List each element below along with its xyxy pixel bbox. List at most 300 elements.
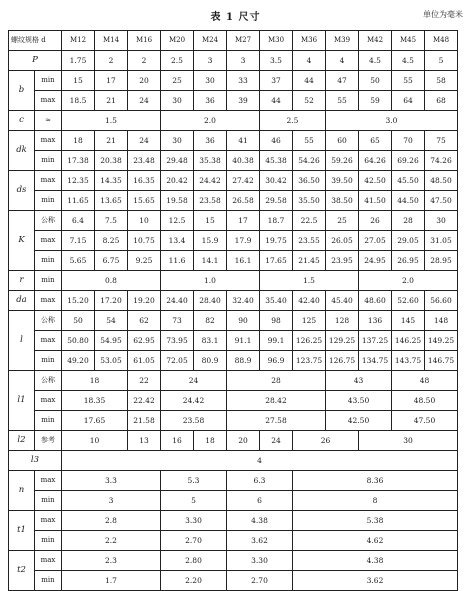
table-row xyxy=(9,431,458,451)
table-cell: 2.20 xyxy=(161,571,227,591)
value-kind: 参考 xyxy=(35,431,62,451)
table-cell: 3.5 xyxy=(260,51,293,71)
table-cell: 45.50 xyxy=(392,171,425,191)
table-cell: 72.05 xyxy=(161,351,194,371)
table-cell: 3.62 xyxy=(227,531,293,551)
table-cell: 33 xyxy=(227,71,260,91)
table-cell: 45.40 xyxy=(326,291,359,311)
table-cell: 22.42 xyxy=(128,391,161,411)
table-cell: 12.5 xyxy=(161,211,194,231)
table-cell: 23.58 xyxy=(161,411,227,431)
table-cell: 48.50 xyxy=(425,171,458,191)
value-kind: 公称 xyxy=(35,371,62,391)
table-cell: 126.25 xyxy=(293,331,326,351)
table-cell: 16.1 xyxy=(227,251,260,271)
table-cell: 5.38 xyxy=(293,511,458,531)
table-cell: 6.75 xyxy=(95,251,128,271)
table-row xyxy=(9,91,458,111)
table-cell: 128 xyxy=(326,311,359,331)
table-cell: 27.58 xyxy=(227,411,326,431)
table-cell: 6.3 xyxy=(227,471,293,491)
table-cell: 59.26 xyxy=(326,151,359,171)
table-cell: 12.35 xyxy=(62,171,95,191)
table-cell: 18 xyxy=(62,371,128,391)
table-cell: 134.75 xyxy=(359,351,392,371)
table-row xyxy=(9,291,458,311)
thread-spec-label: 螺纹规格 d xyxy=(9,31,62,51)
table-cell: 17.20 xyxy=(95,291,128,311)
table-cell: 7.15 xyxy=(62,231,95,251)
table-cell: 46 xyxy=(260,131,293,151)
table-cell: 13.65 xyxy=(95,191,128,211)
table-cell: 50.80 xyxy=(62,331,95,351)
table-cell: 1.7 xyxy=(62,571,161,591)
value-kind: min xyxy=(35,531,62,551)
table-cell: 26 xyxy=(293,431,359,451)
table-cell: 24 xyxy=(128,131,161,151)
table-cell: 3 xyxy=(227,51,260,71)
table-cell: 39.50 xyxy=(326,171,359,191)
table-cell: 2.0 xyxy=(359,271,458,291)
table-cell: 56.60 xyxy=(425,291,458,311)
table-cell: 74.26 xyxy=(425,151,458,171)
table-cell: 18.7 xyxy=(260,211,293,231)
table-cell: 47.50 xyxy=(425,191,458,211)
table-cell: 17.65 xyxy=(62,411,128,431)
table-cell: 6.4 xyxy=(62,211,95,231)
table-cell: 26.58 xyxy=(227,191,260,211)
table-cell: 4.5 xyxy=(392,51,425,71)
table-cell: 36.50 xyxy=(293,171,326,191)
table-cell: 17.65 xyxy=(260,251,293,271)
table-row xyxy=(9,471,458,491)
table-cell: 5.65 xyxy=(62,251,95,271)
value-kind: min xyxy=(35,251,62,271)
table-cell: 123.75 xyxy=(293,351,326,371)
size-header: M24 xyxy=(194,31,227,51)
table-cell: 88.9 xyxy=(227,351,260,371)
size-header: M42 xyxy=(359,31,392,51)
table-cell: 28 xyxy=(227,371,326,391)
table-cell: 31.05 xyxy=(425,231,458,251)
table-row xyxy=(9,531,458,551)
table-row xyxy=(9,331,458,351)
table-cell: 61.05 xyxy=(128,351,161,371)
table-cell: 4.5 xyxy=(359,51,392,71)
table-cell: 52.60 xyxy=(392,291,425,311)
table-cell: 23.58 xyxy=(194,191,227,211)
table-cell: 10 xyxy=(62,431,128,451)
table-cell: 26 xyxy=(359,211,392,231)
table-cell: 6 xyxy=(227,491,293,511)
table-cell: 4 xyxy=(62,451,458,471)
table-cell: 18.35 xyxy=(62,391,128,411)
dimension-table xyxy=(8,30,458,591)
table-row xyxy=(9,191,458,211)
value-kind: max xyxy=(35,331,62,351)
value-kind: min xyxy=(35,71,62,91)
table-cell: 24.95 xyxy=(359,251,392,271)
table-cell: 15.20 xyxy=(62,291,95,311)
table-row xyxy=(9,371,458,391)
table-cell: 42.50 xyxy=(326,411,392,431)
parameter-symbol: t2 xyxy=(9,551,35,591)
table-cell: 2.0 xyxy=(161,111,260,131)
table-cell: 20 xyxy=(128,71,161,91)
table-cell: 4 xyxy=(293,51,326,71)
table-cell: 3.3 xyxy=(62,471,161,491)
table-cell: 143.75 xyxy=(392,351,425,371)
table-cell: 2.3 xyxy=(62,551,161,571)
table-cell: 7.5 xyxy=(95,211,128,231)
table-cell: 39 xyxy=(227,91,260,111)
table-cell: 2.5 xyxy=(260,111,326,131)
table-cell: 43.50 xyxy=(326,391,392,411)
table-cell: 48.60 xyxy=(359,291,392,311)
size-header: M48 xyxy=(425,31,458,51)
size-header: M36 xyxy=(293,31,326,51)
size-header: M39 xyxy=(326,31,359,51)
value-kind: min xyxy=(35,571,62,591)
parameter-symbol: c xyxy=(9,111,35,131)
parameter-symbol: l xyxy=(9,311,35,371)
table-cell: 24 xyxy=(260,431,293,451)
table-cell: 145 xyxy=(392,311,425,331)
table-cell: 99.1 xyxy=(260,331,293,351)
table-row xyxy=(9,391,458,411)
table-cell: 30.42 xyxy=(260,171,293,191)
value-kind: min xyxy=(35,411,62,431)
table-cell: 24 xyxy=(161,371,227,391)
table-cell: 11.65 xyxy=(62,191,95,211)
table-cell: 15 xyxy=(194,211,227,231)
table-row xyxy=(9,351,458,371)
table-cell: 11.6 xyxy=(161,251,194,271)
table-row xyxy=(9,111,458,131)
table-cell: 62.95 xyxy=(128,331,161,351)
table-cell: 1.5 xyxy=(260,271,359,291)
table-row xyxy=(9,171,458,191)
table-cell: 8 xyxy=(293,491,458,511)
table-cell: 91.1 xyxy=(227,331,260,351)
table-cell: 15.9 xyxy=(194,231,227,251)
table-cell: 48 xyxy=(392,371,458,391)
unit-note: 单位为毫米 xyxy=(423,10,463,19)
table-cell: 23.55 xyxy=(293,231,326,251)
table-cell: 148 xyxy=(425,311,458,331)
table-cell: 44.50 xyxy=(392,191,425,211)
table-cell: 25 xyxy=(326,211,359,231)
table-cell: 2.2 xyxy=(62,531,161,551)
table-row xyxy=(9,211,458,231)
table-cell: 20.42 xyxy=(161,171,194,191)
value-kind: ≈ xyxy=(35,111,62,131)
table-cell: 27.42 xyxy=(227,171,260,191)
table-cell: 16 xyxy=(161,431,194,451)
table-cell: 25 xyxy=(161,71,194,91)
table-cell: 3.0 xyxy=(326,111,458,131)
table-cell: 44 xyxy=(260,91,293,111)
table-cell: 2 xyxy=(95,51,128,71)
table-cell: 69.26 xyxy=(392,151,425,171)
table-cell: 40.38 xyxy=(227,151,260,171)
table-cell: 73.95 xyxy=(161,331,194,351)
table-cell: 4.38 xyxy=(227,511,293,531)
table-cell: 3.30 xyxy=(161,511,227,531)
table-cell: 21.58 xyxy=(128,411,161,431)
table-cell: 35.40 xyxy=(260,291,293,311)
table-cell: 4 xyxy=(326,51,359,71)
table-cell: 29.05 xyxy=(392,231,425,251)
table-cell: 19.58 xyxy=(161,191,194,211)
table-cell: 24.40 xyxy=(161,291,194,311)
table-cell: 136 xyxy=(359,311,392,331)
size-header: M27 xyxy=(227,31,260,51)
table-cell: 3.30 xyxy=(227,551,293,571)
table-cell: 17 xyxy=(95,71,128,91)
size-header: M16 xyxy=(128,31,161,51)
table-cell: 22.5 xyxy=(293,211,326,231)
table-row xyxy=(9,271,458,291)
table-cell: 24.42 xyxy=(161,391,227,411)
table-cell: 4.38 xyxy=(293,551,458,571)
table-cell: 80.9 xyxy=(194,351,227,371)
value-kind: max xyxy=(35,171,62,191)
table-cell: 50 xyxy=(62,311,95,331)
table-cell: 0.8 xyxy=(62,271,161,291)
table-cell: 60 xyxy=(326,131,359,151)
table-cell: 20 xyxy=(227,431,260,451)
table-cell: 55 xyxy=(326,91,359,111)
size-header: M12 xyxy=(62,31,95,51)
parameter-symbol: P xyxy=(9,51,62,71)
table-cell: 28 xyxy=(392,211,425,231)
size-header: M14 xyxy=(95,31,128,51)
table-cell: 64 xyxy=(392,91,425,111)
table-cell: 29.48 xyxy=(161,151,194,171)
table-row xyxy=(9,451,458,471)
table-cell: 62 xyxy=(128,311,161,331)
table-cell: 14.1 xyxy=(194,251,227,271)
table-cell: 2.5 xyxy=(161,51,194,71)
table-cell: 21 xyxy=(95,131,128,151)
table-cell: 23.48 xyxy=(128,151,161,171)
table-cell: 27.05 xyxy=(359,231,392,251)
table-cell: 2 xyxy=(128,51,161,71)
value-kind: max xyxy=(35,91,62,111)
table-cell: 47 xyxy=(326,71,359,91)
table-cell: 8.36 xyxy=(293,471,458,491)
table-cell: 58 xyxy=(425,71,458,91)
table-cell: 125 xyxy=(293,311,326,331)
table-cell: 26.95 xyxy=(392,251,425,271)
table-cell: 96.9 xyxy=(260,351,293,371)
table-cell: 21 xyxy=(95,91,128,111)
table-cell: 126.75 xyxy=(326,351,359,371)
parameter-symbol: da xyxy=(9,291,35,311)
table-cell: 22 xyxy=(128,371,161,391)
value-kind: max xyxy=(35,511,62,531)
table-cell: 18 xyxy=(194,431,227,451)
table-cell: 4.62 xyxy=(293,531,458,551)
table-cell: 13.4 xyxy=(161,231,194,251)
parameter-symbol: n xyxy=(9,471,35,511)
parameter-symbol: dk xyxy=(9,131,35,171)
table-cell: 32.40 xyxy=(227,291,260,311)
size-header: M20 xyxy=(161,31,194,51)
table-cell: 29.58 xyxy=(260,191,293,211)
table-cell: 2.8 xyxy=(62,511,161,531)
value-kind: 公称 xyxy=(35,311,62,331)
table-cell: 68 xyxy=(425,91,458,111)
table-cell: 44 xyxy=(293,71,326,91)
table-cell: 5 xyxy=(161,491,227,511)
value-kind: max xyxy=(35,131,62,151)
table-cell: 53.05 xyxy=(95,351,128,371)
table-cell: 5 xyxy=(425,51,458,71)
value-kind: max xyxy=(35,231,62,251)
parameter-symbol: l2 xyxy=(9,431,35,451)
table-row xyxy=(9,231,458,251)
parameter-symbol: K xyxy=(9,211,35,271)
table-cell: 20.38 xyxy=(95,151,128,171)
parameter-symbol: b xyxy=(9,71,35,111)
table-cell: 48.50 xyxy=(392,391,458,411)
size-header: M30 xyxy=(260,31,293,51)
table-cell: 10 xyxy=(128,211,161,231)
table-cell: 9.25 xyxy=(128,251,161,271)
table-cell: 1.0 xyxy=(161,271,260,291)
table-cell: 36 xyxy=(194,91,227,111)
size-header: M45 xyxy=(392,31,425,51)
table-cell: 2.80 xyxy=(161,551,227,571)
parameter-symbol: t1 xyxy=(9,511,35,551)
table-cell: 73 xyxy=(161,311,194,331)
table-cell: 70 xyxy=(392,131,425,151)
value-kind: min xyxy=(35,151,62,171)
table-cell: 19.75 xyxy=(260,231,293,251)
value-kind: min xyxy=(35,491,62,511)
table-row xyxy=(9,151,458,171)
table-cell: 3.62 xyxy=(293,571,458,591)
table-cell: 8.25 xyxy=(95,231,128,251)
value-kind: min xyxy=(35,351,62,371)
table-cell: 2.70 xyxy=(161,531,227,551)
parameter-symbol: l1 xyxy=(9,371,35,431)
value-kind: max xyxy=(35,551,62,571)
table-cell: 37 xyxy=(260,71,293,91)
table-header xyxy=(0,8,471,24)
table-cell: 16.35 xyxy=(128,171,161,191)
table-cell: 54.95 xyxy=(95,331,128,351)
value-kind: max xyxy=(35,291,62,311)
table-cell: 52 xyxy=(293,91,326,111)
table-row xyxy=(9,71,458,91)
table-cell: 82 xyxy=(194,311,227,331)
table-row xyxy=(9,411,458,431)
table-cell: 54.26 xyxy=(293,151,326,171)
table-cell: 137.25 xyxy=(359,331,392,351)
table-row xyxy=(9,511,458,531)
table-cell: 75 xyxy=(425,131,458,151)
table-cell: 15 xyxy=(62,71,95,91)
table-cell: 24 xyxy=(128,91,161,111)
table-cell: 19.20 xyxy=(128,291,161,311)
table-cell: 3 xyxy=(194,51,227,71)
table-cell: 17.38 xyxy=(62,151,95,171)
table-cell: 55 xyxy=(293,131,326,151)
table-cell: 17 xyxy=(227,211,260,231)
value-kind: max xyxy=(35,471,62,491)
table-cell: 45.38 xyxy=(260,151,293,171)
table-cell: 90 xyxy=(227,311,260,331)
table-cell: 28.42 xyxy=(227,391,326,411)
parameter-symbol: r xyxy=(9,271,35,291)
table-cell: 146.75 xyxy=(425,351,458,371)
table-title: 表 1 尺寸 xyxy=(210,12,261,23)
table-cell: 3 xyxy=(62,491,161,511)
value-kind: min xyxy=(35,271,62,291)
table-cell: 30 xyxy=(161,131,194,151)
table-cell: 41.50 xyxy=(359,191,392,211)
table-cell: 59 xyxy=(359,91,392,111)
table-cell: 28.40 xyxy=(194,291,227,311)
table-cell: 23.95 xyxy=(326,251,359,271)
table-cell: 54 xyxy=(95,311,128,331)
table-row xyxy=(9,251,458,271)
table-cell: 41 xyxy=(227,131,260,151)
table-cell: 129.25 xyxy=(326,331,359,351)
table-row xyxy=(9,491,458,511)
table-cell: 1.75 xyxy=(62,51,95,71)
table-row xyxy=(9,571,458,591)
table-cell: 24.42 xyxy=(194,171,227,191)
table-row xyxy=(9,131,458,151)
table-cell: 1.5 xyxy=(62,111,161,131)
table-cell: 30 xyxy=(194,71,227,91)
table-cell: 47.50 xyxy=(392,411,458,431)
table-cell: 65 xyxy=(359,131,392,151)
table-cell: 14.35 xyxy=(95,171,128,191)
table-cell: 35.38 xyxy=(194,151,227,171)
table-row xyxy=(9,311,458,331)
table-cell: 28.95 xyxy=(425,251,458,271)
table-cell: 98 xyxy=(260,311,293,331)
table-cell: 21.45 xyxy=(293,251,326,271)
table-cell: 146.25 xyxy=(392,331,425,351)
table-row xyxy=(9,51,458,71)
table-cell: 17.9 xyxy=(227,231,260,251)
table-cell: 49.20 xyxy=(62,351,95,371)
parameter-symbol: ds xyxy=(9,171,35,211)
table-cell: 10.75 xyxy=(128,231,161,251)
table-cell: 55 xyxy=(392,71,425,91)
table-cell: 2.70 xyxy=(227,571,293,591)
table-cell: 50 xyxy=(359,71,392,91)
table-cell: 43 xyxy=(326,371,392,391)
table-row xyxy=(9,551,458,571)
table-cell: 30 xyxy=(359,431,458,451)
table-cell: 15.65 xyxy=(128,191,161,211)
table-cell: 30 xyxy=(161,91,194,111)
table-cell: 36 xyxy=(194,131,227,151)
table-cell: 42.50 xyxy=(359,171,392,191)
table-cell: 83.1 xyxy=(194,331,227,351)
table-cell: 5.3 xyxy=(161,471,227,491)
table-cell: 42.40 xyxy=(293,291,326,311)
table-cell: 149.25 xyxy=(425,331,458,351)
value-kind: 公称 xyxy=(35,211,62,231)
